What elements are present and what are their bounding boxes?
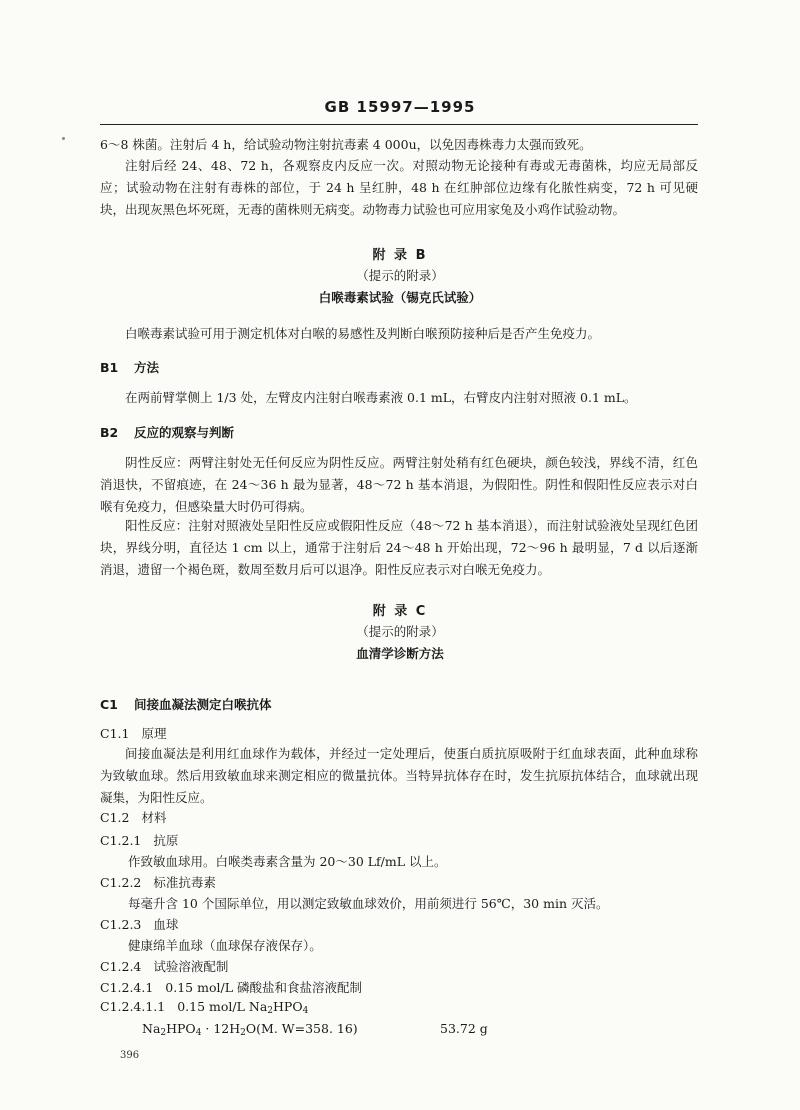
section-c1-2-4-1-heading — [100, 978, 362, 996]
section-title: 间接血凝法测定白喉抗体 — [134, 697, 272, 712]
section-title: 标准抗毒素 — [153, 875, 216, 890]
section-c1-1-text: 间接血凝法是利用红血球作为载体，并经过一定处理后，使蛋白质抗原吸附于红血球表面，此种血球称为致敏血球。然后用致敏血球来测定相应的微量抗体。当特异抗体存在时，发生抗原抗体结合，血球就出现凝集，为阳性反应。 — [100, 746, 698, 805]
section-title: 试验溶液配制 — [153, 959, 229, 974]
appendix-b-title: 白喉毒素试验（锡克氏试验） — [318, 290, 482, 305]
reagent-amount: 53.72 g — [440, 1021, 488, 1036]
header-rule — [100, 124, 698, 125]
section-b2-heading — [100, 423, 234, 441]
section-title: 抗原 — [153, 833, 179, 848]
section-title: 0.15 mol/L 磷酸盐和食盐溶液配制 — [165, 980, 362, 995]
appendix-b-note: （提示的附录） — [356, 268, 444, 283]
section-number: C1 — [100, 697, 118, 712]
section-b1-heading — [100, 358, 159, 376]
intro-line: 6～8 株菌。注射后 4 h，给试验动物注射抗毒素 4 000u，以免因毒株毒力太强而致死。 — [100, 137, 592, 152]
section-c1-2-3-heading — [100, 915, 178, 933]
section-number: C1.2.3 — [100, 917, 142, 932]
intro-paragraph: 注射后经 24、48、72 h，各观察皮内反应一次。对照动物无论接种有毒或无毒菌株，均应无局部反应；试验动物在注射有毒株的部位，于 24 h 呈红肿，48 h 在红肿部位边缘有化脓性病变，72 h 可见硬块，出现灰黑色坏死斑，无毒的菌株则无病变。动物毒力试验也可应用家兔及小鸡作试验动物。 — [100, 158, 698, 217]
section-c1-2-1-heading — [100, 831, 178, 849]
appendix-b-intro: 白喉毒素试验可用于测定机体对白喉的易感性及判断白喉预防接种后是否产生免疫力。 — [125, 326, 601, 341]
section-c1-heading — [100, 695, 272, 713]
section-title: 血球 — [153, 917, 179, 932]
section-c1-2-2-heading — [100, 873, 216, 891]
section-title: 0.15 mol/L $Na_2HPO_4$ — [177, 999, 309, 1016]
section-number: C1.2.4.1 — [100, 980, 154, 995]
scan-mark — [62, 137, 65, 140]
section-c1-2-1-text: 作致敏血球用。白喉类毒素含量为 20～30 Lf/mL 以上。 — [128, 854, 447, 869]
appendix-c-title: 血清学诊断方法 — [356, 646, 444, 661]
appendix-c-label: 附 录 C — [372, 604, 428, 619]
section-c1-2-heading — [100, 808, 166, 826]
section-number: C1.2.4.1.1 — [100, 999, 166, 1014]
section-title: 材料 — [141, 810, 167, 825]
section-c1-2-4-1-1-heading — [100, 999, 308, 1016]
section-number: C1.1 — [100, 726, 130, 741]
section-number: C1.2.2 — [100, 875, 142, 890]
section-number: C1.2.1 — [100, 833, 142, 848]
section-number: C1.2.4 — [100, 959, 142, 974]
page-number: 396 — [120, 1050, 140, 1061]
section-number: B1 — [100, 360, 119, 375]
appendix-b-label: 附 录 B — [372, 248, 428, 263]
section-b1-text: 在两前臂掌侧上 1/3 处，左臂皮内注射白喉毒素液 0.1 mL，右臂皮内注射对照液 0.1 mL。 — [125, 390, 637, 405]
section-c1-2-2-text: 每毫升含 10 个国际单位，用以测定致敏血球效价，用前须进行 56℃，30 min 灭活。 — [128, 896, 609, 911]
section-number: C1.2 — [100, 810, 130, 825]
standard-number-header: GB 15997—1995 — [324, 98, 476, 116]
section-c1-2-3-text: 健康绵羊血球（血球保存液保存）。 — [128, 938, 322, 953]
section-title: 方法 — [134, 360, 160, 375]
section-c1-1-heading — [100, 724, 166, 742]
section-b2-negative: 阴性反应：两臂注射处无任何反应为阴性反应。两臂注射处稍有红色硬块，颜色较浅，界线不清，红色消退快，不留痕迹，在 24～36 h 最为显著，48～72 h 基本消退，为假阳性。阴性和假阳性反应表示对白喉有免疫力，但感染量大时仍可得病。 — [100, 455, 698, 514]
section-number: B2 — [100, 425, 119, 440]
appendix-c-note: （提示的附录） — [356, 624, 444, 639]
section-b2-positive: 阳性反应：注射对照液处呈阳性反应或假阳性反应（48～72 h 基本消退），而注射试验液处呈现红色团块，界线分明，直径达 1 cm 以上，通常于注射后 24～48 h 开始出现，72～96 h 最明显，7 d 以后逐渐消退，遗留一个褐色斑，数周至数月后可以退净。阳性反应表示对白喉无免疫力。 — [100, 518, 698, 577]
section-title: 反应的观察与判断 — [134, 425, 235, 440]
reagent-formula: $Na_2HPO_4 \cdot 12H_2O(M$. W=358. 16) — [142, 1021, 358, 1038]
section-title: 原理 — [141, 726, 167, 741]
section-c1-2-4-heading — [100, 957, 228, 975]
